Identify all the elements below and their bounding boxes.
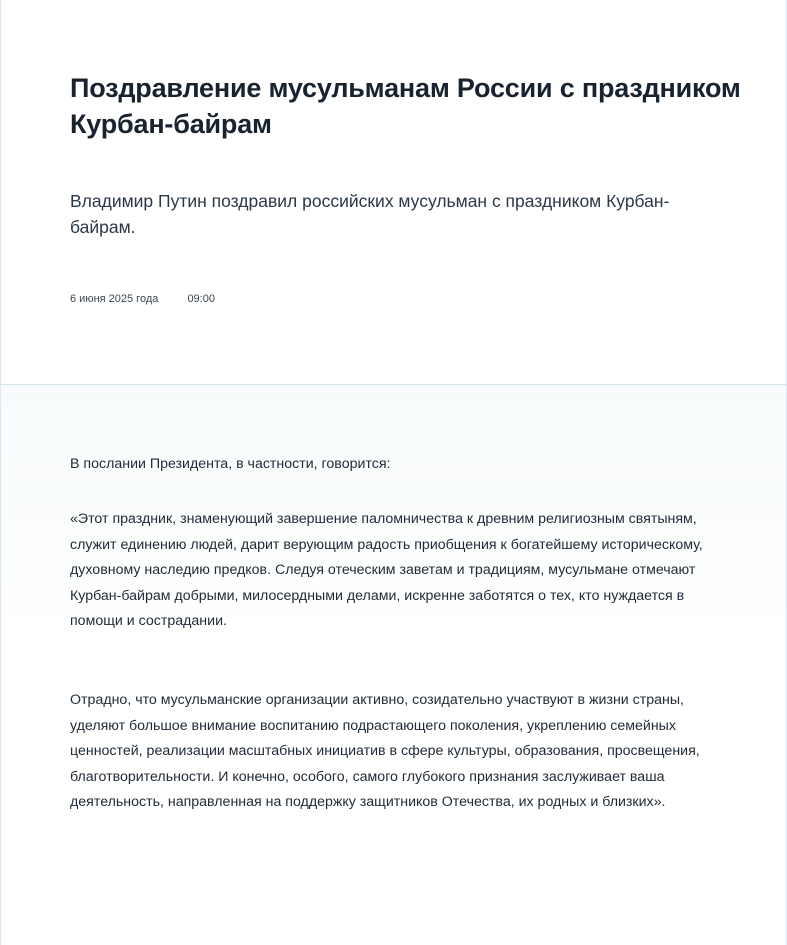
body-intro: В послании Президента, в частности, говорится: [70,456,391,472]
body-paragraph-2: Отрадно, что мусульманские организации активно, созидательно участвуют в жизни страны, уделяют большое внимание воспитанию подрастающего поколения, укреплению семейных ценностей, реализации масштабных инициатив в сфере культуры, образования, просвещения, благотворительности. И конечно, особого, самого глубокого признания заслуживает ваша деятельность, направленная на поддержку защитников Отечества, их родных и близких». [70,692,700,811]
article-body [1,385,786,945]
article-lead: Владимир Путин поздравил российских мусульман с праздником Курбан-байрам. [70,191,670,237]
body-paragraph-1: «Этот праздник, знаменующий завершение паломничества к древним религиозным святыням, служит единению людей, дарит верующим радость приобщения к богатейшему историческому, духовному наследию предков. Следуя отеческим заветам и традициям, мусульмане отмечают Курбан-байрам добрыми, милосердными делами, искренне заботятся о тех, кто нуждается в помощи и сострадании. [70,511,703,630]
article-header [1,0,786,384]
article-title: Поздравление мусульманам России с праздником Курбан-байрам [70,73,741,139]
article-meta [70,292,215,306]
publication-date: 6 июня 2025 года [70,293,159,305]
publication-time: 09:00 [187,293,215,305]
